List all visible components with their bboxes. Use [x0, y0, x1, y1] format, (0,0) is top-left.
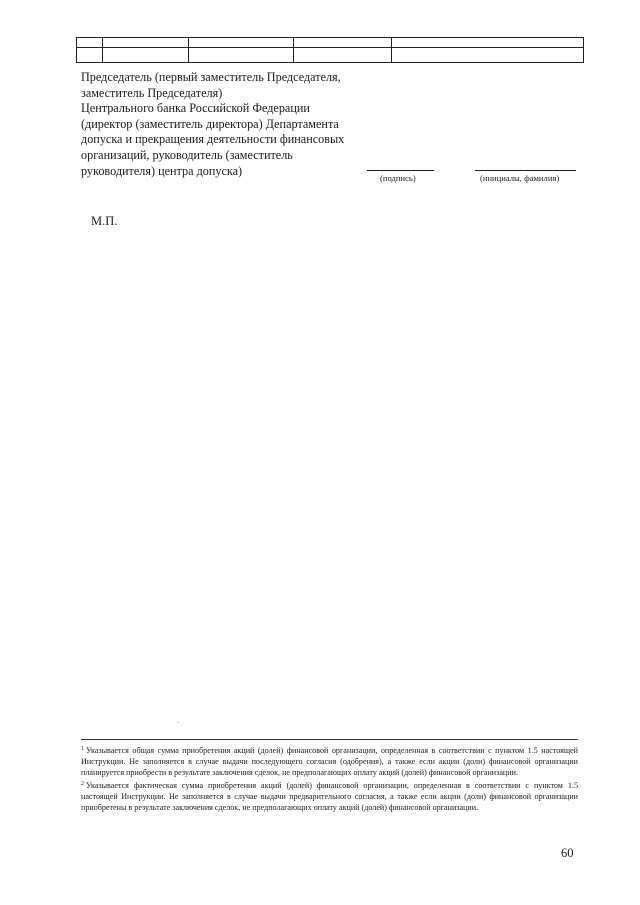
- table-cell: [77, 38, 103, 48]
- table-cell: [189, 48, 294, 63]
- signer-line: (директор (заместитель директора) Департамента: [81, 116, 339, 131]
- table-cell: [392, 38, 584, 48]
- signer-line: заместитель Председателя): [81, 85, 223, 100]
- footnote-text: Указывается фактическая сумма приобретения акций (долей) финансовой организации, определенная в соответствии с пунктом 1.5 настоящей Инструкции. Не заполняется в случае выдачи предварительного согласия, а также если акции (доли) финансовой организации приобретены в результате заключения сделок, не предполагающих оплату акций (долей) финансовой организации.: [81, 780, 578, 813]
- signer-line: Центрального банка Российской Федерации: [81, 101, 310, 116]
- signer-line: организаций, руководитель (заместитель: [81, 147, 293, 162]
- signer-position: [81, 70, 351, 179]
- footnote-marker: 2: [81, 780, 84, 787]
- table-row: [77, 48, 584, 63]
- footnote-2: [81, 779, 578, 814]
- page-number: 60: [561, 846, 574, 860]
- signer-line: Председатель (первый заместитель Председателя,: [81, 70, 341, 84]
- table-cell: [103, 48, 189, 63]
- name-line: [475, 170, 576, 171]
- footnote-divider: [81, 739, 578, 740]
- table-row: [77, 38, 584, 48]
- stamp-place-mark: М.П.: [91, 214, 118, 228]
- signer-line: допуска и прекращения деятельности финансовых: [81, 132, 345, 147]
- table-fragment: [76, 37, 583, 63]
- table-cell: [189, 38, 294, 48]
- signature-line: [367, 170, 434, 171]
- footnote-marker: 1: [81, 746, 84, 752]
- table-cell: [103, 38, 189, 48]
- table-cell: [392, 48, 584, 63]
- table-cell: [294, 48, 392, 63]
- signer-line: руководителя) центра допуска): [81, 163, 243, 178]
- table-cell: [77, 48, 103, 63]
- name-caption: (инициалы, фамилия): [480, 173, 560, 183]
- footnotes: [81, 744, 578, 813]
- footnote-text: Указывается общая сумма приобретения акций (долей) финансовой организации, определенная в соответствии с пунктом 1.5 настоящей Инструкции. Не заполняется в случае выдачи последующего согласия (одобрения), а также если акции (доли) финансовой организации планируется приобрести в результате заключения сделок, не предполагающих оплату акций (долей) финансовой организации.: [81, 746, 578, 778]
- table-cell: [294, 38, 392, 48]
- scan-speck: [178, 722, 179, 723]
- footnote-1: [81, 744, 578, 779]
- signature-caption: (подпись): [380, 173, 416, 183]
